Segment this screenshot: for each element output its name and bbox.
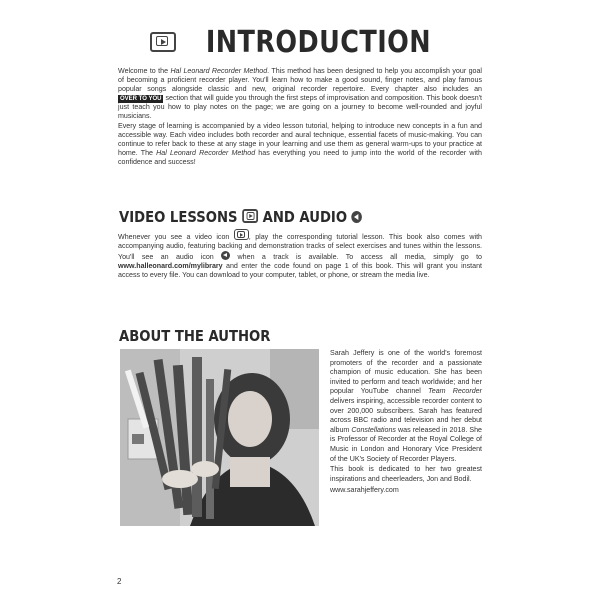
intro-paragraph-1 (118, 67, 482, 122)
book-title: Hal Leonard Recorder Method (170, 67, 268, 75)
page-title: INTRODUCTION (205, 24, 431, 60)
page-number: 2 (117, 577, 122, 586)
video-icon (150, 32, 176, 52)
body-text: and enter the code found on page 1 of this book. This will grant you instant access to every file. You can download to your computer, tablet, or phone, or stream the media live. (118, 262, 482, 280)
intro-text: Every stage of learning is accompanied by a video lesson tutorial, helping to introduce new concepts in a fun and accessible way. Each video includes both recorder and aural technique, essential facets of music-making. You can continue to refer back to these at any stage in your learning and use them as general warm-ups to your practice at home. The (118, 122, 482, 158)
over-to-you-tag: OVER TO YOU (120, 96, 162, 103)
audio-icon (352, 211, 363, 223)
channel-name: Team Recorder (428, 387, 482, 396)
author-bio (330, 349, 482, 464)
video-icon (234, 229, 249, 240)
heading-text: AND AUDIO (262, 208, 348, 226)
media-link[interactable]: www.halleonard.com/mylibrary (118, 262, 223, 271)
album-title: Constellations (351, 425, 396, 434)
video-icon (242, 209, 258, 223)
book-title: Hal Leonard Recorder Method (156, 149, 256, 158)
author-website[interactable]: www.sarahjeffery.com (330, 486, 399, 494)
bio-text: was released in 2018. She is Professor of Recorder at the Royal College of Music in London and Honorary Vice President of the UK's Society of Recorder Players. (330, 425, 482, 463)
video-audio-heading (119, 208, 362, 226)
page-header (0, 22, 600, 62)
intro-text: . This method has been designed to help you accomplish your goal of becoming a proficient recorder player. You'll learn how to make a good sound, finger notes, and play famous popular songs alongside classic and new, original recorder repertoire. Every chapter also includes an (118, 67, 482, 94)
author-photo (120, 349, 319, 526)
bio-text: delivers inspiring, accessible recorder content to over 200,000 subscribers. Sarah has featured across BBC radio and television and her debut album (330, 396, 482, 434)
body-text: when a track is available. To access all media, simply go to (230, 253, 482, 262)
intro-text: has everything you need to jump into the world of the recorder with confidence and success! (118, 149, 482, 167)
bio-text: Sarah Jeffery is one of the world's foremost promoters of the recorder and a passionate champion of music education. She has been invited to perform and teach worldwide; and her popular YouTube channel (330, 349, 482, 396)
body-text: , play the corresponding tutorial lesson. This book also comes with accompanying audio, featuring backing and demonstration tracks of select exercises and tunes within the lessons. You'll see an audio icon (118, 233, 482, 262)
intro-paragraph-2 (118, 122, 482, 167)
author-photo-illustration (120, 349, 319, 526)
video-audio-paragraph (118, 229, 482, 280)
body-text: Whenever you see a video icon (118, 233, 234, 241)
about-author-heading: ABOUT THE AUTHOR (119, 327, 271, 345)
heading-text: VIDEO LESSONS (119, 208, 238, 226)
intro-text: section that will guide you through the first steps of improvisation and composition. This book doesn't just teach you how to play notes on the page; we are going on a journey to become well-rounded and joyful musicians. (118, 94, 482, 121)
author-dedication: This book is dedicated to her two greatest inspirations and cheerleaders, Jon and Bodil. (330, 465, 482, 483)
audio-icon (221, 251, 230, 260)
intro-text: Welcome to the (118, 67, 171, 75)
